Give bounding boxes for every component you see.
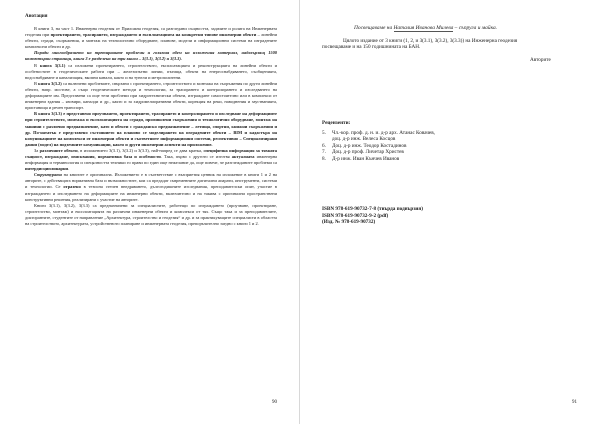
dedication-prefix: Посвещаваме на (354, 25, 394, 31)
reviewer-item: 6. Доц. д-р инж. Теодор Костадинов (322, 142, 407, 149)
annotation-paragraph (25, 148, 277, 172)
annotation-paragraph (25, 203, 277, 227)
text-run: , в изложението 3(3.1), 3(3.2) и 3(3.3), най-напред се дава кратка, (77, 147, 204, 153)
text-run: книга 3(3.2) (38, 80, 62, 86)
text-run: За (34, 147, 40, 153)
dedication (354, 25, 497, 31)
reviewer-item: доц. д-р инж. Велеса Косцов (332, 136, 396, 143)
authors-label: Авторите (530, 57, 551, 63)
publisher-number: (Изд. № 978-619-90732) (322, 219, 376, 226)
annotation-paragraph (25, 172, 277, 202)
text-run: са изложени проектирането, строителството, експлоатацията и реконструкцията на линейни обекти и особеностите в геодезическите работи при – железопътни линии, пътища, обекти на енергоснабдяването, съобщенията, водоснабдяване и канализация, вкопни канали, както и на тунели и метрополитени. (25, 62, 278, 80)
text-run: специфична информация за тяхната същност, изграждане, изисквания, нормативна база и особености (25, 147, 277, 159)
annotation-heading: Анотация (25, 14, 48, 19)
text-run: В (34, 80, 39, 86)
text-run: в тезисна степен внедряването, дългогодишните изследвания, преподавателски опит, участие в изграждането и изследването на деформациите на инженерни обекти, включително и на такива с оригинални пространствени конструктивни решения, реализирани с участие на авторите. (25, 184, 277, 202)
dedication-suffix: – съпруга и майка. (453, 25, 498, 31)
text-run: проектирането, трасирането, изграждането и експлоатацията на конкретни типове инженерни обекти (50, 32, 257, 38)
text-run: Поради многообразието на третираните проблеми и голямия обем на изложения материал, надхвърлящ 1500 компютърни страници, книга 3 е разделена на три книги – 3(3.1), 3(3.2) и 3(3.3). (25, 50, 277, 62)
dedication-name: Наталия Иванова Милева (393, 25, 454, 31)
text-run: актуалната (231, 153, 255, 159)
reviewer-item: 8. Д-р инж. Иван Кънчев Иванов (322, 155, 400, 162)
text-run: отразено (63, 184, 81, 190)
text-run: – линейни обекти, сгради, съоръжения, и монтаж на технологично оборудване, планове, модели и информационни системи на изградените комплексни обекти и др. (25, 32, 277, 50)
text-run: интердисциплинарни (25, 166, 69, 172)
text-run: на книгите е оригинална. Изложението е в съответствие с възприетия ценник на изложение в книги 1 и 2 на авторите, с действащата нормативна база и възможностите, кои са предадат съвременните дигитални апарати, инструменти, системи и технологии. Се (25, 172, 277, 190)
text-run: . (68, 166, 70, 172)
text-run: В книга 3(3.3) е представено проучването, проектирането, трасирането и контролирането и изследване на деформациите при строителството, монтажа и експлоатацията на сгради, промишлени съоръжения и технологично оборудване, монтаж на машини с различно предназначение, като и обекти с гражданско предназначение – летища, спортни, книжни съоръжения и др. По-нататък е представено състоянието на планово се моделирането на изградените обекти – BIM и кадастъра на комуникациите на комплекси от инженерни обекти и съответните информационни системи, респективно – Специализирани данни (модел) на подземните комуникации, както и други инженерни аспекти на приложение. (25, 111, 277, 147)
annotation-paragraph (25, 63, 277, 81)
text-run: . Така, първо с другото се изготвя (160, 153, 232, 159)
reviewers-list (322, 130, 435, 162)
annotation-paragraph (25, 50, 277, 62)
isbn-block (322, 206, 423, 226)
reviewer-item: 7. Доц. д-р проф. Личетар Христев (322, 149, 404, 156)
text-run: инженерна информация и терминология и спецялността техники го прави по един още нежелание да, още повече, че разглежданите проблеми са (25, 153, 278, 166)
annotation-paragraph (25, 111, 277, 148)
text-run: различните обекти (39, 147, 78, 153)
annotation-paragraph (25, 26, 277, 50)
text-run: книга 3(3.1) (39, 62, 66, 68)
text-run: Книги 3(3.1), 3(3.2), 3(3.3) са предназначени за специалистите, работещи по изграждането (проучване, проектиране, строителство, монтаж) и експлоатацията на различни инженерни обекти и комплекси от тях. Също така и за преподавателите, докторантите, студентите от направление „Архитектура, строителство и геодезия“ и др. и за практикуващите специалисти в областта на строителството, архитектурата, устройственото планиране и инженерната геодезия, препоръчително заедно с книги 1 и 2. (25, 202, 277, 226)
text-run: В (34, 62, 40, 68)
text-run: са включени проблемите, свързани с проектирането, строителството и монтажа на съоръжения по други линейни обекти, напр. мостове, а също геодезическите методи и технологии, за трасирането и контролирането и изследването на деформациите им. Представени са още тези проблеми при хидротехнически обекти, изграждане самостоятелно или в комплекси от инженерни здания – язовири, каналди и др., както и за хидромелиоративни обекти, корекция на реки, наводнения и заустванията, пристанища и речен транспорт. (25, 80, 278, 111)
intro-line: Цялото издание от 3 книги (1, 2, и 3(3.1), 3(3.2), 3(3.3)) на Инженерна геодезия (343, 38, 518, 44)
reviewers-heading: Рецензенти: (322, 120, 351, 126)
text-run: В книги 3, на част 1. Инженерна геодезия от Приложна геодезия, са разгледани същността, задачите и ролята на Инженерната геодезия при (25, 26, 277, 38)
page-number-left: 90 (272, 400, 277, 405)
text-run: Структурата (34, 172, 62, 178)
annotation-body (25, 26, 277, 227)
intro-line: посвещаваме и на 150 годишнината на БАН. (322, 44, 421, 50)
isbn-pdf: ISBN 978-619-90732-9-2 (pdf) (322, 212, 389, 219)
annotation-paragraph (25, 81, 277, 111)
page-number-right: 91 (572, 400, 577, 405)
reviewer-item: 5. Чл.-кор. проф. д. н. и. д-р арх. Атанас Ковачев, (322, 130, 435, 136)
isbn-print: ISBN 978-619-90732-7-8 (твърда подвързия) (322, 206, 423, 212)
